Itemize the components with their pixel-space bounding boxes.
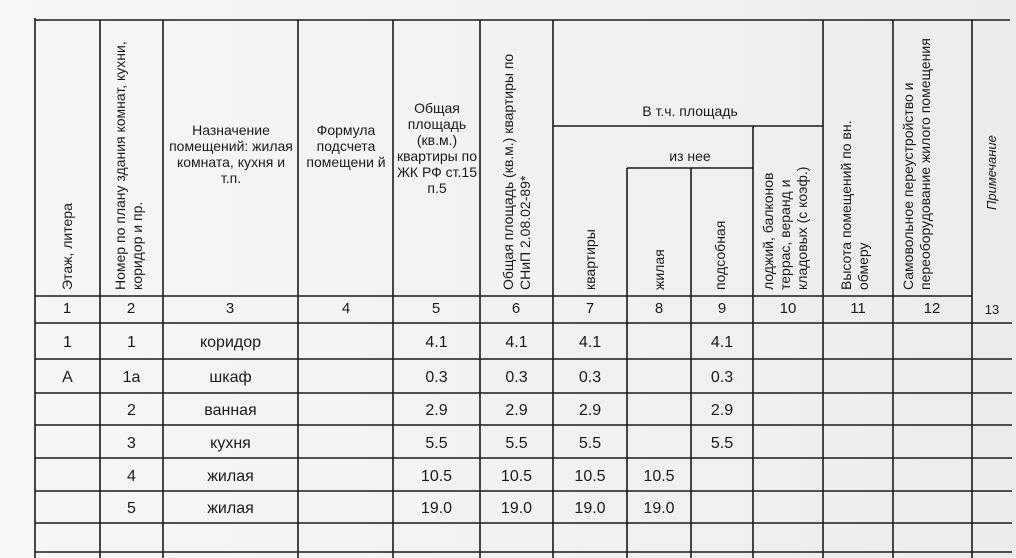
cell-purpose: жилая (207, 468, 254, 485)
cell-num: 1 (127, 334, 136, 351)
column-number-7: 7 (585, 300, 595, 317)
cell-num: 2 (127, 402, 136, 419)
cell-apartment: 4.1 (578, 334, 602, 351)
cell-total-snip: 10.5 (500, 468, 533, 485)
column-number-11: 11 (850, 300, 866, 317)
cell-apartment: 0.3 (578, 369, 602, 386)
cell-living: 10.5 (643, 468, 675, 485)
column-number-2: 2 (126, 300, 136, 317)
header-col7: квартиры (582, 229, 598, 290)
cell-auxiliary: 5.5 (710, 435, 734, 452)
cell-floor: 1 (63, 334, 72, 351)
cell-total-snip: 0.3 (505, 369, 528, 386)
header-col13: Примечание (984, 135, 999, 210)
header-col6-text: Общая площадь (кв.м.) квартиры по СНиП 2.08.02-89* (500, 53, 533, 290)
cell-total-zk: 2.9 (425, 402, 448, 419)
header-col1: Этаж, литера (59, 203, 75, 290)
column-number-13: 13 (984, 302, 1000, 317)
cell-apartment: 19.0 (574, 500, 606, 517)
header-col6 (500, 45, 534, 290)
header-col11 (838, 80, 872, 290)
cell-num: 4 (127, 468, 136, 485)
cell-purpose: кухня (210, 435, 251, 452)
column-number-12: 12 (923, 300, 941, 317)
cell-num: 1а (122, 369, 141, 386)
cell-num: 5 (127, 500, 136, 517)
cell-auxiliary: 0.3 (710, 369, 734, 386)
cell-living: 19.0 (643, 500, 675, 517)
column-number-8: 8 (654, 300, 664, 317)
header-col8: жилая (651, 249, 667, 290)
header-col10-text: лоджий, балконов террас, веранд и кладовых (с коэф.) (760, 166, 810, 290)
header-col4: Формула подсчета помещени й (306, 122, 386, 170)
column-number-1: 1 (62, 300, 72, 317)
cell-apartment: 5.5 (578, 435, 602, 452)
header-col9: подсобная (712, 220, 728, 290)
cell-auxiliary: 2.9 (710, 402, 734, 419)
header-col12 (900, 25, 934, 290)
column-number-6: 6 (511, 300, 521, 317)
header-col5: Общая площадь (кв.м.) квартиры по ЖК РФ ст.15 п.5 (396, 100, 477, 196)
cell-total-zk: 19.0 (420, 500, 453, 517)
cell-apartment: 10.5 (574, 468, 606, 485)
header-col2 (112, 35, 146, 290)
header-col3: Назначение помещений: жилая комната, кухня и т.п. (169, 122, 293, 186)
cell-purpose: шкаф (209, 369, 252, 386)
cell-floor: А (62, 369, 73, 386)
cell-total-zk: 10.5 (420, 468, 453, 485)
cell-purpose: жилая (207, 500, 254, 517)
header-col11-text: Высота помещений по вн. обмеру (838, 120, 871, 290)
header-col12-text: Самовольное переустройство и переоборудование жилого помещения (900, 38, 933, 290)
cell-total-snip: 2.9 (505, 402, 528, 419)
cell-total-zk: 0.3 (425, 369, 448, 386)
header-col2-text: Номер по плану здания комнат, кухни, коридор и пр. (112, 41, 145, 290)
cell-purpose: ванная (204, 402, 257, 419)
cell-total-zk: 4.1 (425, 334, 448, 351)
column-number-10: 10 (779, 300, 797, 317)
column-number-5: 5 (431, 300, 441, 317)
cell-purpose: коридор (199, 334, 262, 351)
column-number-9: 9 (717, 300, 727, 317)
column-number-3: 3 (225, 300, 235, 317)
cell-total-snip: 5.5 (505, 435, 528, 452)
cell-auxiliary: 4.1 (710, 334, 734, 351)
cell-num: 3 (127, 435, 136, 452)
header-subgroup-label: из нее (669, 148, 711, 164)
header-col10 (760, 140, 811, 290)
cell-total-snip: 19.0 (500, 500, 533, 517)
column-number-4: 4 (341, 300, 351, 317)
cell-apartment: 2.9 (578, 402, 602, 419)
header-group-label: В т.ч. площадь (642, 103, 738, 119)
cell-total-zk: 5.5 (425, 435, 448, 452)
cell-total-snip: 4.1 (505, 334, 528, 351)
